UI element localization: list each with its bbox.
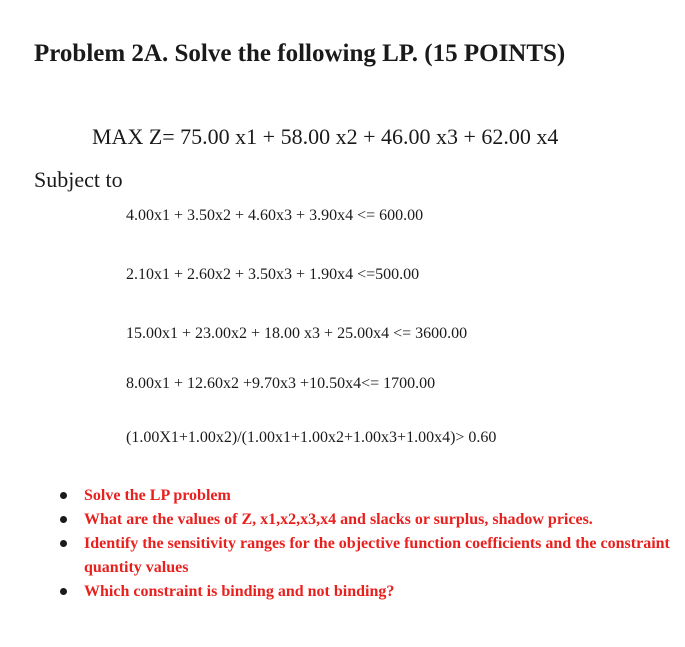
constraint-2: 2.10x1 + 2.60x2 + 3.50x3 + 1.90x4 <=500.00 <box>126 266 420 283</box>
constraint-4: 8.00x1 + 12.60x2 +9.70x3 +10.50x4<= 1700.00 <box>126 375 436 392</box>
subject-to-label: Subject to <box>34 167 123 192</box>
constraint-3: 15.00x1 + 23.00x2 + 18.00 x3 + 25.00x4 <= 3600.00 <box>126 325 468 342</box>
task-text: What are the values of Z, x1,x2,x3,x4 and slacks or surplus, shadow prices. <box>84 511 593 528</box>
objective-function: MAX Z= 75.00 x1 + 58.00 x2 + 46.00 x3 + 62.00 x4 <box>92 124 559 149</box>
task-text: Solve the LP problem <box>84 487 231 504</box>
task-item <box>58 580 676 604</box>
task-text: Which constraint is binding and not binding? <box>84 583 395 600</box>
bullet-icon <box>60 588 67 595</box>
bullet-icon <box>60 516 67 523</box>
problem-title: Problem 2A. Solve the following LP. (15 POINTS) <box>34 40 566 67</box>
constraint-1: 4.00x1 + 3.50x2 + 4.60x3 + 3.90x4 <= 600.00 <box>126 207 424 224</box>
task-item <box>58 532 676 580</box>
bullet-icon <box>60 492 67 499</box>
bullet-icon <box>60 540 67 547</box>
task-list <box>58 484 676 604</box>
task-text: Identify the sensitivity ranges for the objective function coefficients and the constraint quantity values <box>84 535 670 576</box>
task-item <box>58 508 676 532</box>
task-item <box>58 484 676 508</box>
constraint-5: (1.00X1+1.00x2)/(1.00x1+1.00x2+1.00x3+1.00x4)> 0.60 <box>126 429 497 446</box>
